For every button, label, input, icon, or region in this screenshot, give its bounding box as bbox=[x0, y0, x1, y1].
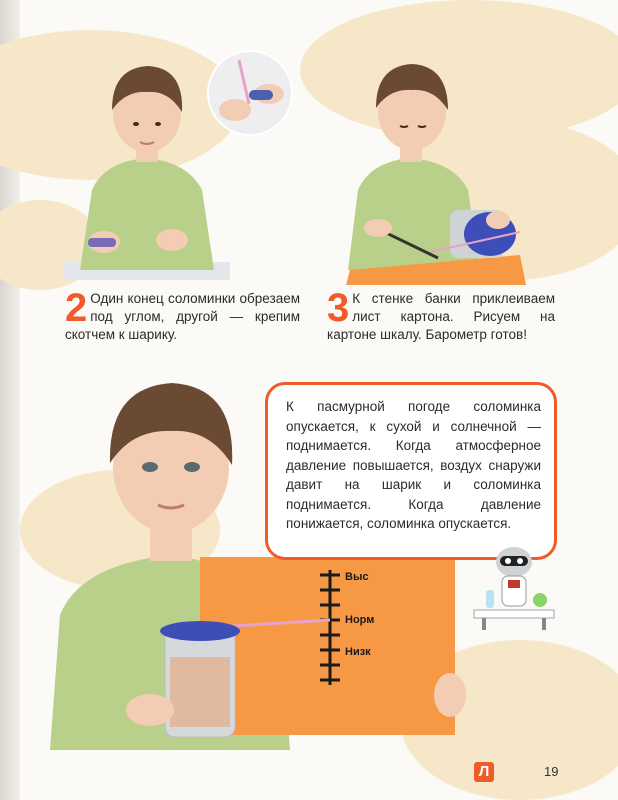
page-number: 19 bbox=[544, 764, 559, 779]
step-3 bbox=[327, 286, 555, 344]
hands-closeup-illustration bbox=[209, 52, 291, 134]
step-3-number: 3 bbox=[327, 286, 350, 330]
scale-label-high: Выс bbox=[345, 571, 369, 583]
step-3-text: К стенке банки приклеиваем лист картона. Рисуем на картоне шкалу. Барометр готов! bbox=[327, 291, 555, 342]
girl-drawing-scale-illustration bbox=[330, 40, 526, 285]
photo-inset-closeup bbox=[207, 50, 293, 136]
step-2-text: Один конец соломинки обрезаем под углом, другой — крепим скотчем к шарику. bbox=[65, 291, 300, 342]
publisher-logo: Л bbox=[474, 762, 494, 782]
scale-label-normal: Норм bbox=[345, 614, 375, 626]
info-text: К пасмурной погоде соломинка опускается, к сухой и солнечной — поднимается. Когда атмосферное давление повышается, воздух снаружи давит на шарик и соломинка поднимается. Когда давление понижается, соломинка опускается. bbox=[286, 399, 541, 531]
scale-label-low: Низк bbox=[345, 646, 371, 658]
step-2 bbox=[65, 286, 300, 344]
photo-step-2 bbox=[64, 40, 230, 280]
step-2-number: 2 bbox=[65, 286, 88, 330]
raccoon-scientist-icon bbox=[468, 540, 560, 632]
photo-step-3 bbox=[330, 40, 526, 285]
info-callout bbox=[265, 382, 557, 560]
girl-with-straw-illustration bbox=[64, 40, 230, 280]
